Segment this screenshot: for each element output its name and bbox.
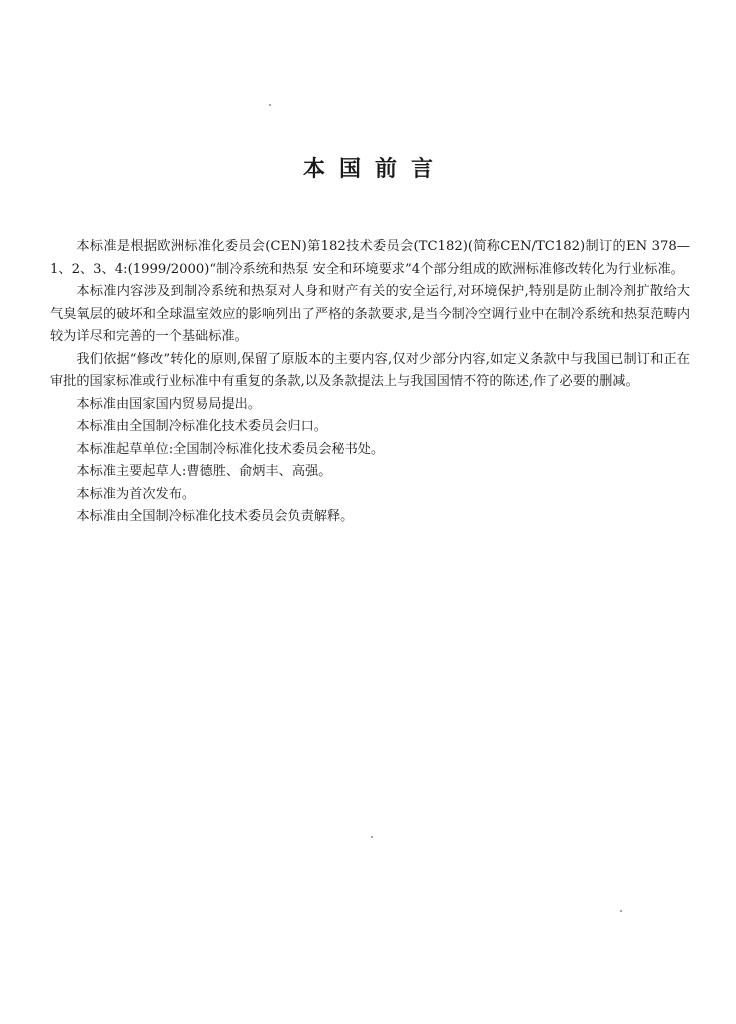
scan-speck — [620, 910, 622, 912]
scan-speck — [269, 104, 271, 106]
paragraph-scope: 本标准内容涉及到制冷系统和热泵对人身和财产有关的安全运行,对环境保护,特别是防止制冷剂扩散给大气臭氧层的破坏和全球温室效应的影响列出了严格的条款要求,是当今制冷空调行业中在制冷系统和热泵范畴内较为详尽和完善的一个基础标准。 — [50, 284, 690, 344]
scan-speck — [371, 836, 373, 838]
page-title: 本国前言 — [302, 157, 447, 182]
paragraph-origin: 本标准是根据欧洲标准化委员会(CEN)第182技术委员会(TC182)(简称CEN/TC182)制订的EN 378—1、2、3、4:(1999/2000)“制冷系统和热泵 安全和环境要求”4个部分组成的欧洲标准修改转化为行业标准。 — [50, 239, 690, 277]
paragraph-drafting-unit: 本标准起草单位:全国制冷标准化技术委员会秘书处。 — [76, 441, 385, 457]
paragraph-first-issue: 本标准为首次发布。 — [76, 486, 196, 502]
paragraph-drafters: 本标准主要起草人:曹德胜、俞炳丰、高强。 — [76, 464, 332, 479]
paragraph-modification: 我们依据“修改”转化的原则,保留了原版本的主要内容,仅对少部分内容,如定义条款中与我国已制订和正在审批的国家标准或行业标准中有重复的条款,以及条款提法上与我国国情不符的陈述,作了必要的删减。 — [50, 351, 690, 389]
paragraph-interpretation: 本标准由全国制冷标准化技术委员会负责解释。 — [76, 509, 354, 524]
foreword-body — [50, 236, 690, 529]
paragraph-proposer: 本标准由国家国内贸易局提出。 — [76, 396, 262, 412]
paragraph-centralized: 本标准由全国制冷标准化技术委员会归口。 — [76, 419, 327, 434]
